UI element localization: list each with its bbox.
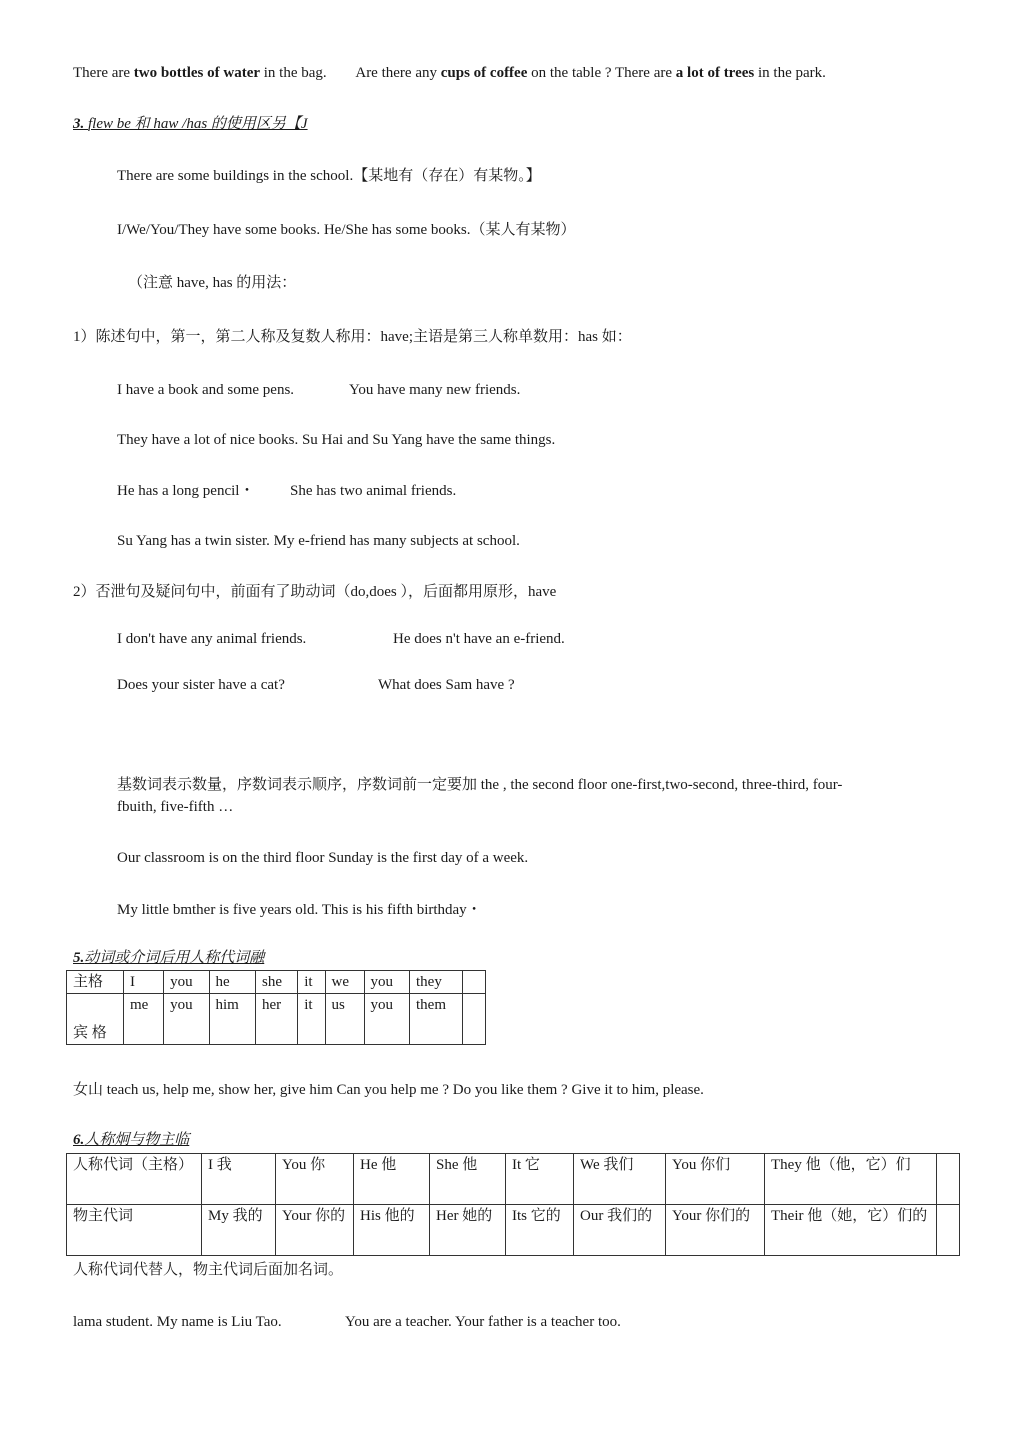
rule-2: 2）否泄句及疑问句中，前面有了助动词（do,does ），后面都用原形，have (73, 584, 557, 600)
subject-case-label: 主格 (67, 971, 124, 994)
possessive-example-1: lama student. My name is Liu Tao. (73, 1314, 282, 1330)
pronoun-cell: She 他 (430, 1154, 506, 1205)
possessive-table (66, 1153, 960, 1256)
pronoun-cell: you (164, 994, 209, 1045)
object-case-row (67, 994, 486, 1045)
pronoun-cell: We 我们 (574, 1154, 666, 1205)
empty-cell (937, 1154, 960, 1205)
pronoun-cell: You 你们 (666, 1154, 765, 1205)
ordinals-rule: 基数词表示数量，序数词表示顺序，序数词前一定要加 the , the second floor one-first,two-second, three-third, four- (117, 777, 843, 793)
possessive-pronoun-row (67, 1205, 960, 1256)
ordinals-rule-cont: fbuith, five-fifth … (117, 799, 234, 815)
pronoun-cell: she (256, 971, 298, 994)
pronoun-cell: It 它 (506, 1154, 574, 1205)
possessive-cell: Our 我们的 (574, 1205, 666, 1256)
possessive-cell: Her 她的 (430, 1205, 506, 1256)
example-line-6b: What does Sam have ? (378, 677, 515, 693)
personal-pronoun-row (67, 1154, 960, 1205)
example-line-1a: I have a book and some pens. (117, 382, 295, 398)
example-line-3a: He has a long pencil・ (117, 483, 255, 499)
personal-pronoun-label: 人称代词（主格） (67, 1154, 202, 1205)
example-there-are-buildings: There are some buildings in the school.【某地有（存在）有某物。】 (117, 168, 541, 184)
ordinals-example-2: My little bmther is five years old. This is his fifth birthday・ (117, 902, 482, 918)
empty-cell (463, 971, 486, 994)
subject-case-row (67, 971, 486, 994)
pronoun-cell: her (256, 994, 298, 1045)
example-line-4: Su Yang has a twin sister. My e-friend has many subjects at school. (117, 533, 520, 549)
pronoun-cell: I (124, 971, 164, 994)
pronoun-cell: he (209, 971, 256, 994)
pronoun-cell: them (410, 994, 463, 1045)
sentence-there-are: There are two bottles of water in the bag. Are there any cups of coffee on the table ? There are a lot of trees in the park. (73, 65, 826, 81)
example-line-5a: I don't have any animal friends. (117, 631, 307, 647)
pronoun-cell: I 我 (202, 1154, 276, 1205)
object-case-label: 宾 格 (67, 994, 124, 1045)
pronoun-cell: you (364, 971, 409, 994)
pronoun-cell: you (364, 994, 409, 1045)
pronoun-cell: they (410, 971, 463, 994)
pronoun-cell: it (298, 994, 325, 1045)
pronoun-cell: you (164, 971, 209, 994)
possessive-cell: Your 你的 (276, 1205, 354, 1256)
possessive-rule: 人称代词代替人，物主代词后面加名词。 (73, 1262, 344, 1278)
empty-cell (463, 994, 486, 1045)
example-line-3b: She has two animal friends. (290, 483, 457, 499)
example-line-6a: Does your sister have a cat? (117, 677, 285, 693)
example-have-has-books: I/We/You/They have some books. He/She has some books.（某人有某物） (117, 222, 576, 238)
section-6-heading: 6.人称炯与物主临 (73, 1132, 190, 1148)
pronoun-cell: we (325, 971, 364, 994)
possessive-pronoun-label: 物主代词 (67, 1205, 202, 1256)
possessive-cell: Their 他（她，它）们的 (765, 1205, 937, 1256)
possessive-cell: Your 你们的 (666, 1205, 765, 1256)
empty-cell (937, 1205, 960, 1256)
pronoun-cell: it (298, 971, 325, 994)
pronoun-examples: 女山 teach us, help me, show her, give him Can you help me ? Do you like them ? Give it to him, please. (73, 1082, 704, 1098)
rule-1: 1）陈述句中，第一，第二人称及复数人称用：have;主语是第三人称单数用：has 如： (73, 329, 632, 345)
possessive-cell: My 我的 (202, 1205, 276, 1256)
possessive-cell: Its 它的 (506, 1205, 574, 1256)
example-line-2: They have a lot of nice books. Su Hai and Su Yang have the same things. (117, 432, 556, 448)
ordinals-example-1: Our classroom is on the third floor Sunday is the first day of a week. (117, 850, 529, 866)
section-5-heading: 5.动词或介词后用人称代词融 (73, 950, 265, 966)
pronoun-cell: You 你 (276, 1154, 354, 1205)
example-line-5b: He does n't have an e-friend. (393, 631, 565, 647)
pronoun-case-table (66, 970, 486, 1045)
pronoun-cell: us (325, 994, 364, 1045)
pronoun-cell: They 他（他，它）们 (765, 1154, 937, 1205)
note-have-has-usage: （注意 have, has 的用法： (128, 275, 297, 291)
possessive-example-2: You are a teacher. Your father is a teacher too. (345, 1314, 621, 1330)
section-3-heading: 3. flew be 和 haw /has 的使用区另【J (73, 116, 308, 132)
pronoun-cell: me (124, 994, 164, 1045)
possessive-cell: His 他的 (354, 1205, 430, 1256)
pronoun-cell: him (209, 994, 256, 1045)
pronoun-cell: He 他 (354, 1154, 430, 1205)
example-line-1b: You have many new friends. (349, 382, 521, 398)
